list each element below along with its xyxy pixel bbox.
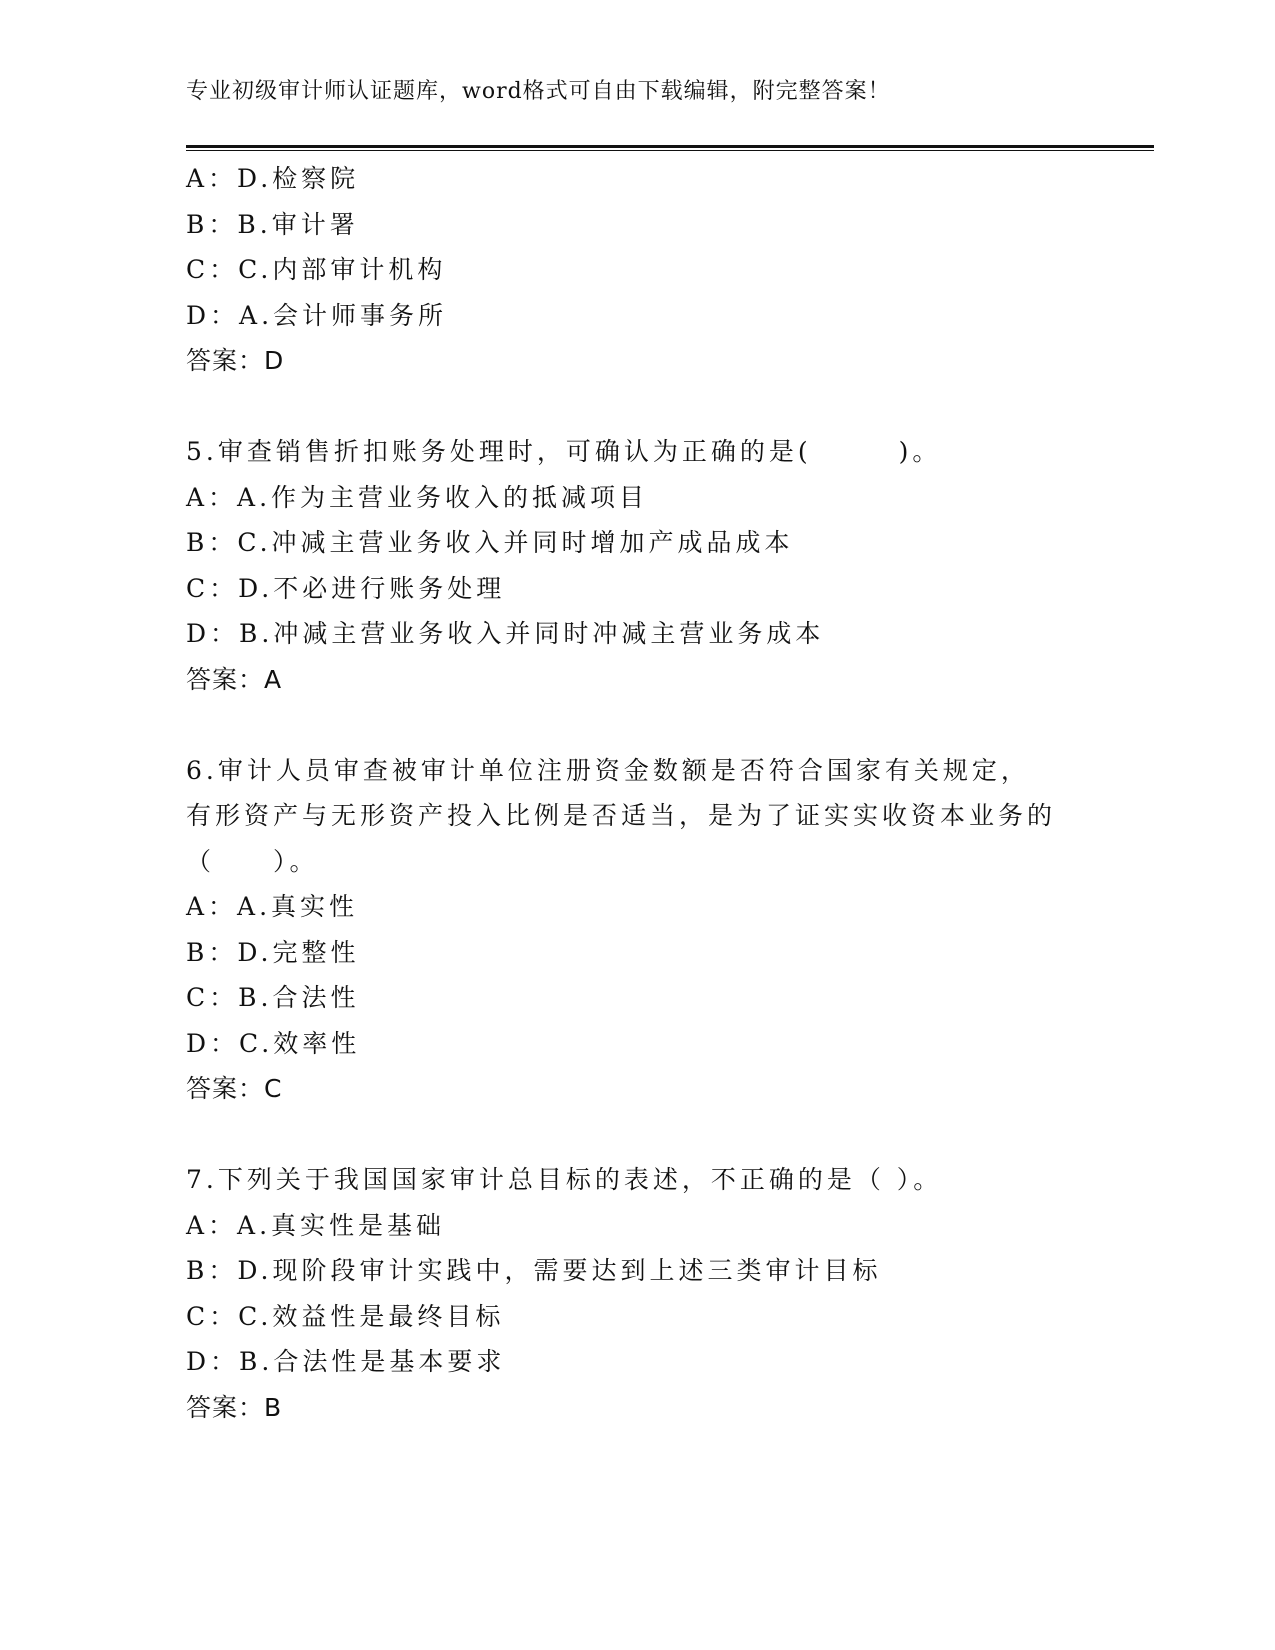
question-block-6 — [186, 748, 1056, 1112]
answer-line: 答案：A — [186, 664, 283, 694]
block-spacer — [186, 384, 1056, 430]
option-b: B：D.现阶段审计实践中，需要达到上述三类审计目标 — [186, 1256, 882, 1285]
page-header: 专业初级审计师认证题库，word格式可自由下载编辑，附完整答案！ — [186, 79, 891, 104]
option-c: C：C.内部审计机构 — [186, 255, 447, 284]
option-d: D：B.冲减主营业务收入并同时冲减主营业务成本 — [186, 619, 825, 648]
option-a: A：D.检察院 — [186, 164, 360, 193]
answer-line: 答案：B — [186, 1392, 283, 1422]
question-block-7 — [186, 1157, 1056, 1430]
option-c: C：B.合法性 — [186, 983, 360, 1012]
question-list — [186, 156, 1056, 1430]
block-spacer — [186, 702, 1056, 748]
header-divider — [186, 145, 1154, 151]
question-block-5 — [186, 429, 1056, 702]
question-text: 7.下列关于我国国家审计总目标的表述，不正确的是（ ）。 — [186, 1165, 943, 1194]
option-a: A：A.真实性 — [186, 892, 359, 921]
option-b: B：C.冲减主营业务收入并同时增加产成品成本 — [186, 528, 794, 557]
question-block-4 — [186, 156, 1056, 384]
question-text: 5.审查销售折扣账务处理时，可确认为正确的是( )。 — [186, 437, 942, 466]
option-d: D：B.合法性是基本要求 — [186, 1347, 506, 1376]
option-c: C：C.效益性是最终目标 — [186, 1301, 505, 1331]
option-c: C：D.不必进行账务处理 — [186, 573, 506, 603]
question-text: 6.审计人员审查被审计单位注册资金数额是否符合国家有关规定，有形资产与无形资产投入比例是否适当，是为了证实实收资本业务的（ ）。 — [186, 755, 1057, 876]
answer-line: 答案：D — [186, 346, 285, 375]
option-b: B：B.审计署 — [186, 209, 359, 239]
option-d: D：C.效率性 — [186, 1028, 361, 1058]
option-d: D：A.会计师事务所 — [186, 300, 448, 330]
option-a: A：A.真实性是基础 — [186, 1210, 446, 1240]
answer-line: 答案：C — [186, 1074, 283, 1103]
option-a: A：A.作为主营业务收入的抵减项目 — [186, 482, 649, 512]
option-b: B：D.完整性 — [186, 937, 360, 967]
block-spacer — [186, 1112, 1056, 1158]
